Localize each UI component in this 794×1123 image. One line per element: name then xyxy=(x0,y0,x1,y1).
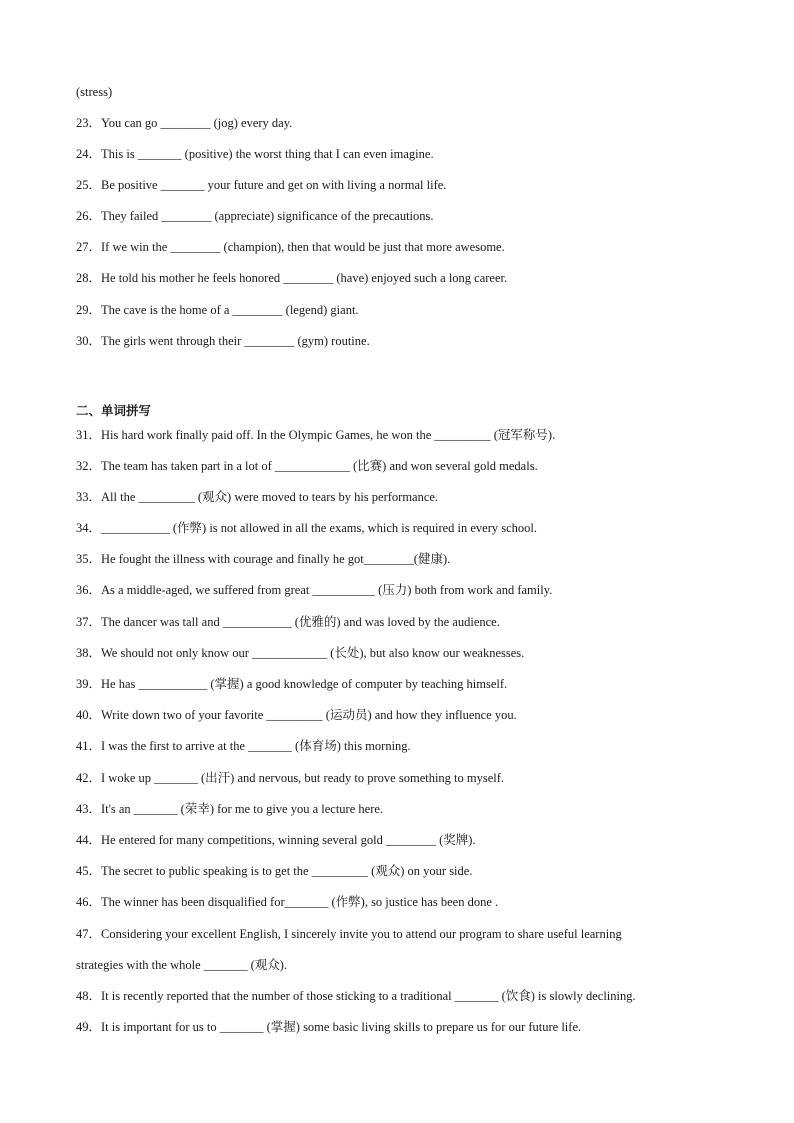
continuation-text: (stress) xyxy=(76,85,113,99)
question-36: 36．As a middle-aged, we suffered from great __________ (压力) both from work and family. xyxy=(76,583,553,597)
question-31: 31．His hard work finally paid off. In the Olympic Games, he won the _________ (冠军称号). xyxy=(76,428,556,442)
question-46: 46．The winner has been disqualified for_______ (作弊), so justice has been done . xyxy=(76,895,499,909)
question-24: 24．This is _______ (positive) the worst thing that I can even imagine. xyxy=(76,147,434,161)
question-44: 44．He entered for many competitions, winning several gold ________ (奖牌). xyxy=(76,833,476,847)
question-45: 45．The secret to public speaking is to get the _________ (观众) on your side. xyxy=(76,864,473,878)
question-34: 34．___________ (作弊) is not allowed in all the exams, which is required in every school. xyxy=(76,521,538,535)
question-49: 49．It is important for us to _______ (掌握) some basic living skills to prepare us for our future life. xyxy=(76,1020,582,1034)
question-25: 25．Be positive _______ your future and get on with living a normal life. xyxy=(76,178,447,192)
section-heading-spelling: 二、单词拼写 xyxy=(76,403,152,418)
question-35: 35．He fought the illness with courage and finally he got________(健康). xyxy=(76,552,451,566)
question-47-continuation: strategies with the whole _______ (观众). xyxy=(76,958,288,972)
question-28: 28．He told his mother he feels honored ________ (have) enjoyed such a long career. xyxy=(76,271,508,285)
question-23: 23．You can go ________ (jog) every day. xyxy=(76,116,293,130)
question-41: 41．I was the first to arrive at the _______ (体育场) this morning. xyxy=(76,739,411,753)
question-38: 38．We should not only know our ____________ (长处), but also know our weaknesses. xyxy=(76,646,525,660)
question-48: 48．It is recently reported that the number of those sticking to a traditional _______ (饮食) is slowly declining. xyxy=(76,989,636,1003)
question-37: 37．The dancer was tall and ___________ (优雅的) and was loved by the audience. xyxy=(76,615,500,629)
question-47: 47．Considering your excellent English, I sincerely invite you to attend our program to share useful learning xyxy=(76,927,622,941)
question-43: 43．It's an _______ (荣幸) for me to give you a lecture here. xyxy=(76,802,384,816)
question-27: 27．If we win the ________ (champion), then that would be just that more awesome. xyxy=(76,240,505,254)
question-39: 39．He has ___________ (掌握) a good knowledge of computer by teaching himself. xyxy=(76,677,508,691)
question-26: 26．They failed ________ (appreciate) significance of the precautions. xyxy=(76,209,434,223)
question-30: 30．The girls went through their ________ (gym) routine. xyxy=(76,334,370,348)
question-40: 40．Write down two of your favorite _________ (运动员) and how they influence you. xyxy=(76,708,517,722)
question-33: 33．All the _________ (观众) were moved to tears by his performance. xyxy=(76,490,439,504)
question-29: 29．The cave is the home of a ________ (legend) giant. xyxy=(76,303,359,317)
question-42: 42．I woke up _______ (出汗) and nervous, but ready to prove something to myself. xyxy=(76,771,505,785)
question-32: 32．The team has taken part in a lot of ____________ (比赛) and won several gold medals. xyxy=(76,459,538,473)
